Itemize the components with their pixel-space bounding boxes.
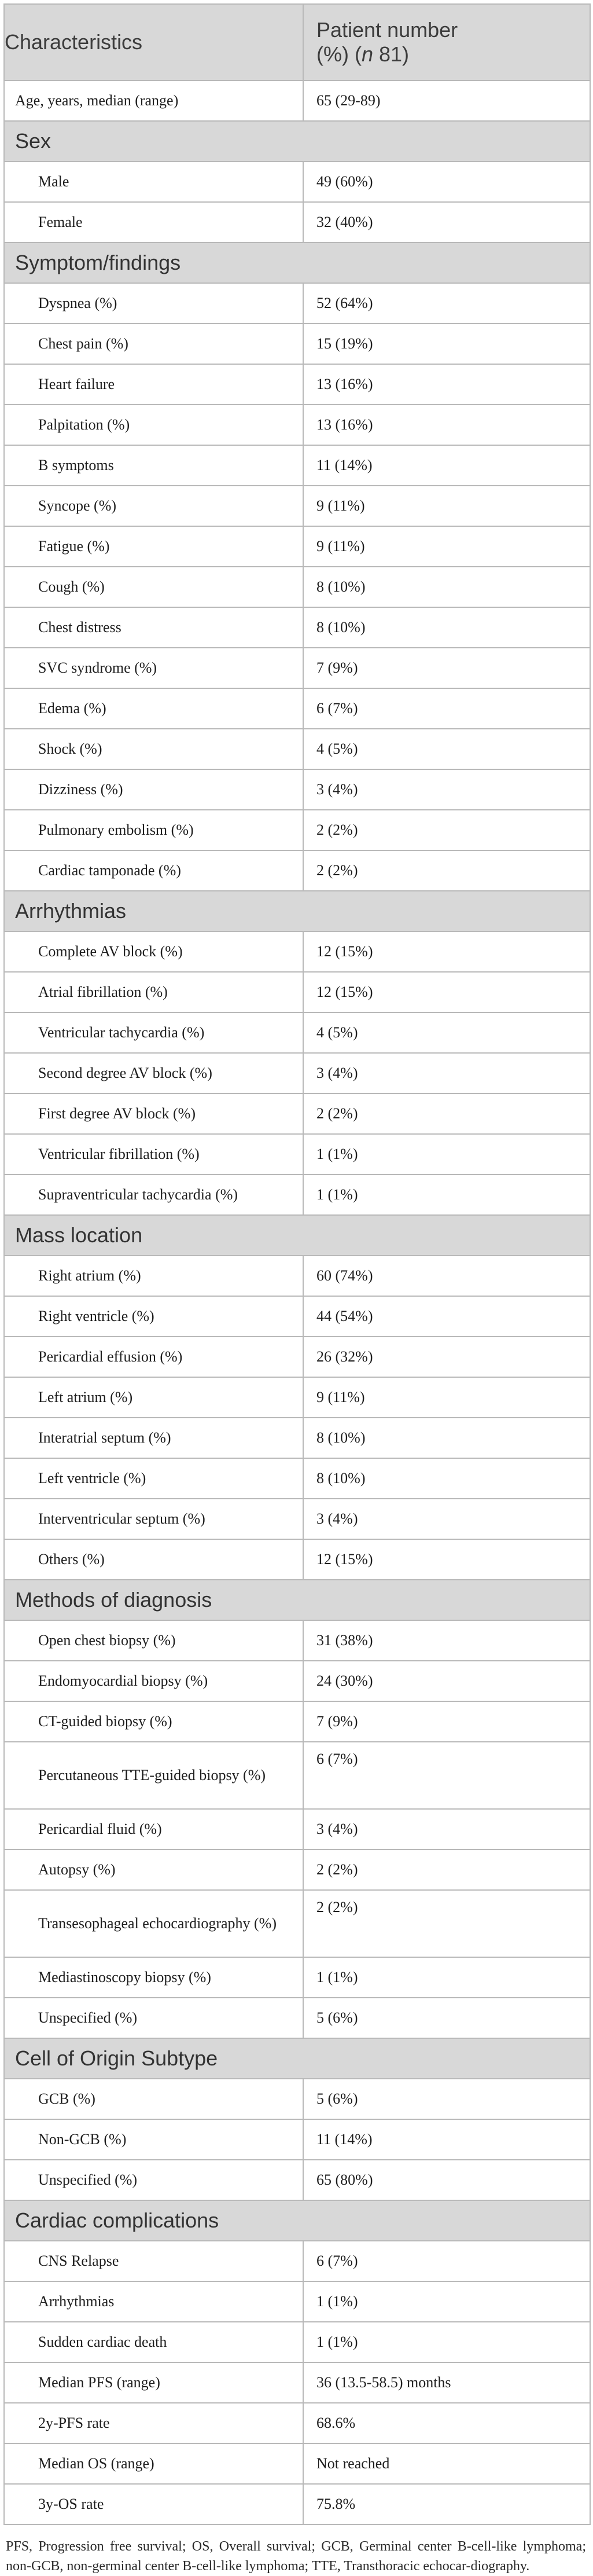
row-value: Not reached bbox=[303, 2443, 590, 2484]
row-value: 3 (4%) bbox=[303, 1809, 590, 1850]
row-label: Edema (%) bbox=[4, 688, 303, 729]
table-row bbox=[4, 2079, 590, 2119]
table-footnote: PFS, Progression free survival; OS, Overall survival; GCB, Germinal center B-cell-like lymphoma; non-GCB, non-germinal center B-cell-like lymphoma; TTE, Transthoracic echocar-diography. bbox=[6, 2539, 586, 2574]
row-label: CNS Relapse bbox=[4, 2241, 303, 2281]
table-row bbox=[4, 1296, 590, 1337]
row-value: 11 (14%) bbox=[303, 2119, 590, 2160]
row-value: 2 (2%) bbox=[303, 1890, 590, 1957]
section-title: Sex bbox=[4, 121, 590, 162]
table-row bbox=[4, 2484, 590, 2524]
row-value: 9 (11%) bbox=[303, 1377, 590, 1418]
row-value: 12 (15%) bbox=[303, 972, 590, 1012]
row-label: Palpitation (%) bbox=[4, 405, 303, 445]
row-label: Second degree AV block (%) bbox=[4, 1053, 303, 1093]
table-row bbox=[4, 162, 590, 202]
row-label: Percutaneous TTE-guided biopsy (%) bbox=[4, 1742, 303, 1809]
row-value: 13 (16%) bbox=[303, 364, 590, 405]
table-row bbox=[4, 445, 590, 486]
header-characteristics: Characteristics bbox=[4, 4, 303, 80]
row-label: Pericardial effusion (%) bbox=[4, 1337, 303, 1377]
row-value: 6 (7%) bbox=[303, 2241, 590, 2281]
row-value: 1 (1%) bbox=[303, 2281, 590, 2322]
table-row bbox=[4, 1256, 590, 1296]
table-row bbox=[4, 1499, 590, 1539]
row-value: 9 (11%) bbox=[303, 526, 590, 567]
row-label: Sudden cardiac death bbox=[4, 2322, 303, 2362]
table-row bbox=[4, 405, 590, 445]
section-title: Arrhythmias bbox=[4, 891, 590, 931]
row-label: Female bbox=[4, 202, 303, 243]
row-value: 3 (4%) bbox=[303, 1053, 590, 1093]
row-value: 12 (15%) bbox=[303, 1539, 590, 1580]
table-row bbox=[4, 1539, 590, 1580]
row-label: Supraventricular tachycardia (%) bbox=[4, 1175, 303, 1215]
row-value: 1 (1%) bbox=[303, 1175, 590, 1215]
row-label: Arrhythmias bbox=[4, 2281, 303, 2322]
row-label: Dizziness (%) bbox=[4, 769, 303, 810]
header-patient-number bbox=[303, 4, 590, 80]
table-row bbox=[4, 1053, 590, 1093]
row-label: 2y-PFS rate bbox=[4, 2403, 303, 2443]
characteristics-table-figure bbox=[3, 3, 590, 2576]
row-label: CT-guided biopsy (%) bbox=[4, 1701, 303, 1742]
section-header-row bbox=[4, 2038, 590, 2079]
row-label: First degree AV block (%) bbox=[4, 1093, 303, 1134]
header-patient-number-line1: Patient number bbox=[316, 18, 458, 42]
table-row bbox=[4, 1093, 590, 1134]
table-row bbox=[4, 2322, 590, 2362]
table-row bbox=[4, 1809, 590, 1850]
table-row bbox=[4, 526, 590, 567]
row-value: 1 (1%) bbox=[303, 1957, 590, 1998]
row-value: 65 (29-89) bbox=[303, 80, 590, 121]
row-label: Dyspnea (%) bbox=[4, 283, 303, 324]
row-label: Interatrial septum (%) bbox=[4, 1418, 303, 1458]
table-row bbox=[4, 2241, 590, 2281]
row-value: 5 (6%) bbox=[303, 2079, 590, 2119]
row-value: 65 (80%) bbox=[303, 2160, 590, 2200]
row-label: Left atrium (%) bbox=[4, 1377, 303, 1418]
row-label: Cardiac tamponade (%) bbox=[4, 850, 303, 891]
row-label: Fatigue (%) bbox=[4, 526, 303, 567]
row-label: Right ventricle (%) bbox=[4, 1296, 303, 1337]
row-value: 8 (10%) bbox=[303, 607, 590, 648]
row-label: Ventricular fibrillation (%) bbox=[4, 1134, 303, 1175]
header-n-value: 81) bbox=[373, 42, 410, 66]
row-label: Right atrium (%) bbox=[4, 1256, 303, 1296]
row-value: 5 (6%) bbox=[303, 1998, 590, 2038]
table-row bbox=[4, 931, 590, 972]
row-value: 36 (13.5-58.5) months bbox=[303, 2362, 590, 2403]
table-row bbox=[4, 648, 590, 688]
table-row bbox=[4, 1661, 590, 1701]
row-label: Transesophageal echocardiography (%) bbox=[4, 1890, 303, 1957]
section-title: Symptom/findings bbox=[4, 243, 590, 283]
row-value: 2 (2%) bbox=[303, 850, 590, 891]
section-header-row bbox=[4, 121, 590, 162]
row-label: Heart failure bbox=[4, 364, 303, 405]
row-label: Complete AV block (%) bbox=[4, 931, 303, 972]
row-value: 32 (40%) bbox=[303, 202, 590, 243]
row-value: 2 (2%) bbox=[303, 1093, 590, 1134]
section-title: Methods of diagnosis bbox=[4, 1580, 590, 1620]
row-label: Cough (%) bbox=[4, 567, 303, 607]
row-label: GCB (%) bbox=[4, 2079, 303, 2119]
row-value: 60 (74%) bbox=[303, 1256, 590, 1296]
row-label: B symptoms bbox=[4, 445, 303, 486]
table-row bbox=[4, 1998, 590, 2038]
header-percent-prefix: (%) ( bbox=[316, 42, 362, 66]
row-label: Autopsy (%) bbox=[4, 1850, 303, 1890]
table-row bbox=[4, 810, 590, 850]
row-value: 2 (2%) bbox=[303, 1850, 590, 1890]
row-value: 13 (16%) bbox=[303, 405, 590, 445]
row-value: 6 (7%) bbox=[303, 688, 590, 729]
row-value: 6 (7%) bbox=[303, 1742, 590, 1809]
table-row bbox=[4, 1701, 590, 1742]
table-header-row bbox=[4, 4, 590, 80]
table-row bbox=[4, 567, 590, 607]
row-value: 8 (10%) bbox=[303, 1418, 590, 1458]
row-label: Atrial fibrillation (%) bbox=[4, 972, 303, 1012]
row-value: 12 (15%) bbox=[303, 931, 590, 972]
table-row bbox=[4, 729, 590, 769]
section-header-row bbox=[4, 891, 590, 931]
row-label: Others (%) bbox=[4, 1539, 303, 1580]
row-value: 44 (54%) bbox=[303, 1296, 590, 1337]
row-label: Unspecified (%) bbox=[4, 2160, 303, 2200]
row-value: 7 (9%) bbox=[303, 1701, 590, 1742]
table-row bbox=[4, 1458, 590, 1499]
row-value: 3 (4%) bbox=[303, 769, 590, 810]
row-label: Syncope (%) bbox=[4, 486, 303, 526]
row-value: 8 (10%) bbox=[303, 1458, 590, 1499]
row-label: Median OS (range) bbox=[4, 2443, 303, 2484]
table-row bbox=[4, 324, 590, 364]
row-value: 68.6% bbox=[303, 2403, 590, 2443]
row-label: Age, years, median (range) bbox=[4, 80, 303, 121]
table-row bbox=[4, 2119, 590, 2160]
row-value: 7 (9%) bbox=[303, 648, 590, 688]
section-title: Cell of Origin Subtype bbox=[4, 2038, 590, 2079]
table-row bbox=[4, 1377, 590, 1418]
section-title: Mass location bbox=[4, 1215, 590, 1256]
table-row bbox=[4, 2403, 590, 2443]
row-value: 4 (5%) bbox=[303, 1012, 590, 1053]
section-header-row bbox=[4, 2200, 590, 2241]
table-row bbox=[4, 80, 590, 121]
row-label: Shock (%) bbox=[4, 729, 303, 769]
row-label: Chest distress bbox=[4, 607, 303, 648]
table-row bbox=[4, 1890, 590, 1957]
row-label: SVC syndrome (%) bbox=[4, 648, 303, 688]
table-row bbox=[4, 2362, 590, 2403]
row-label: Unspecified (%) bbox=[4, 1998, 303, 2038]
table-row bbox=[4, 2443, 590, 2484]
table-row bbox=[4, 486, 590, 526]
row-value: 49 (60%) bbox=[303, 162, 590, 202]
row-value: 52 (64%) bbox=[303, 283, 590, 324]
row-value: 26 (32%) bbox=[303, 1337, 590, 1377]
table-row bbox=[4, 1957, 590, 1998]
characteristics-table bbox=[3, 3, 591, 2525]
table-row bbox=[4, 1850, 590, 1890]
row-value: 31 (38%) bbox=[303, 1620, 590, 1661]
row-value: 2 (2%) bbox=[303, 810, 590, 850]
table-row bbox=[4, 1337, 590, 1377]
table-row bbox=[4, 850, 590, 891]
table-row bbox=[4, 2281, 590, 2322]
section-header-row bbox=[4, 1580, 590, 1620]
section-title: Cardiac complications bbox=[4, 2200, 590, 2241]
row-label: Endomyocardial biopsy (%) bbox=[4, 1661, 303, 1701]
table-row bbox=[4, 972, 590, 1012]
row-label: Ventricular tachycardia (%) bbox=[4, 1012, 303, 1053]
table-row bbox=[4, 1012, 590, 1053]
row-label: Median PFS (range) bbox=[4, 2362, 303, 2403]
table-body bbox=[4, 80, 590, 2524]
row-label: Chest pain (%) bbox=[4, 324, 303, 364]
row-label: Pericardial fluid (%) bbox=[4, 1809, 303, 1850]
table-row bbox=[4, 607, 590, 648]
row-label: Pulmonary embolism (%) bbox=[4, 810, 303, 850]
section-header-row bbox=[4, 243, 590, 283]
row-value: 11 (14%) bbox=[303, 445, 590, 486]
row-label: Open chest biopsy (%) bbox=[4, 1620, 303, 1661]
table-row bbox=[4, 688, 590, 729]
row-label: Male bbox=[4, 162, 303, 202]
row-label: Left ventricle (%) bbox=[4, 1458, 303, 1499]
table-row bbox=[4, 202, 590, 243]
row-value: 9 (11%) bbox=[303, 486, 590, 526]
row-label: Interventricular septum (%) bbox=[4, 1499, 303, 1539]
table-row bbox=[4, 2160, 590, 2200]
header-n-symbol: n bbox=[361, 42, 374, 66]
row-value: 75.8% bbox=[303, 2484, 590, 2524]
row-label: Non-GCB (%) bbox=[4, 2119, 303, 2160]
row-label: Mediastinoscopy biopsy (%) bbox=[4, 1957, 303, 1998]
row-value: 3 (4%) bbox=[303, 1499, 590, 1539]
table-row bbox=[4, 1175, 590, 1215]
table-row bbox=[4, 364, 590, 405]
table-row bbox=[4, 1418, 590, 1458]
table-row bbox=[4, 1742, 590, 1809]
table-row bbox=[4, 1620, 590, 1661]
row-label: 3y-OS rate bbox=[4, 2484, 303, 2524]
table-row bbox=[4, 283, 590, 324]
row-value: 1 (1%) bbox=[303, 1134, 590, 1175]
section-header-row bbox=[4, 1215, 590, 1256]
table-row bbox=[4, 769, 590, 810]
row-value: 8 (10%) bbox=[303, 567, 590, 607]
row-value: 1 (1%) bbox=[303, 2322, 590, 2362]
table-row bbox=[4, 1134, 590, 1175]
row-value: 15 (19%) bbox=[303, 324, 590, 364]
row-value: 24 (30%) bbox=[303, 1661, 590, 1701]
row-value: 4 (5%) bbox=[303, 729, 590, 769]
